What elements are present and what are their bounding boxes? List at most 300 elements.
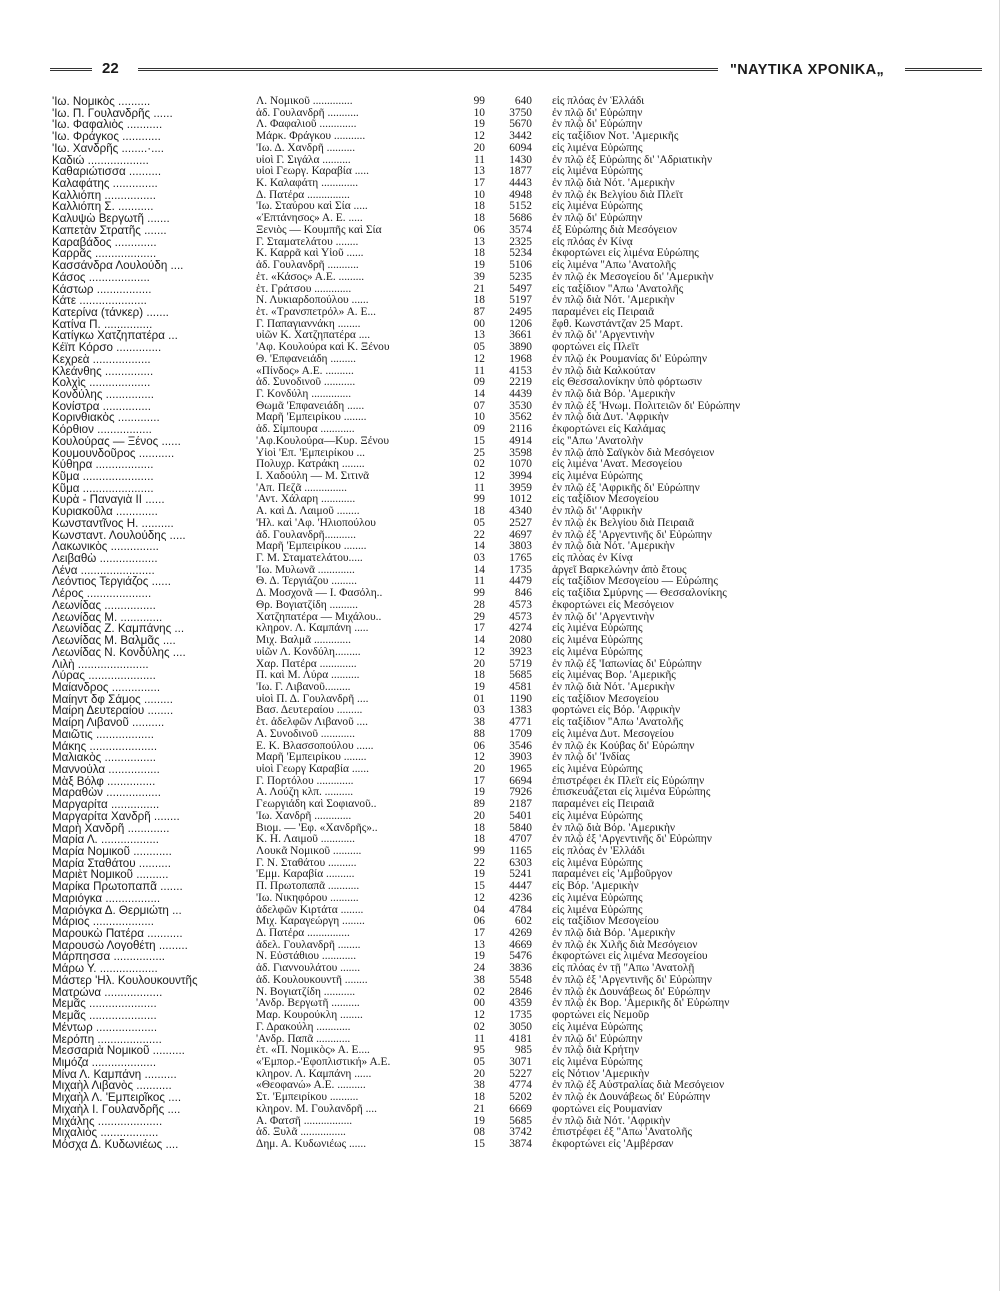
build-year: 99 bbox=[473, 846, 485, 857]
ship-status: εἰς λιμένα Εὐρώπης bbox=[552, 763, 643, 775]
ship-name: Μιχάλης .................... bbox=[52, 1115, 163, 1128]
build-year: 13 bbox=[473, 166, 485, 178]
ship-owner: υἱῶν Κ. Χατζηπατέρα .... bbox=[256, 330, 371, 342]
tonnage: 4573 bbox=[509, 611, 532, 623]
build-year: 19 bbox=[473, 119, 485, 131]
ship-status: παραμένει εἰς Πειραιᾶ bbox=[552, 799, 655, 811]
ship-name: Καλλιόπη Σ. ........... bbox=[52, 201, 154, 214]
ship-status: εἰς λιμένα Εὐρώπης bbox=[552, 635, 643, 647]
table-row bbox=[52, 330, 972, 342]
tonnage: 3890 bbox=[509, 342, 532, 354]
ship-owner: Γ. Πορτόλου ............. bbox=[256, 775, 354, 787]
table-row bbox=[52, 1116, 972, 1128]
ship-owner: υἱοὶ Π. Δ. Γουλανδρῆ .... bbox=[256, 693, 369, 705]
build-year: 06 bbox=[473, 740, 485, 752]
ship-owner: 'Ιω. Δ. Χανδρῆ .......... bbox=[256, 142, 356, 154]
ship-status: ἐν πλῷ δι' Εὐρώπην bbox=[552, 213, 643, 225]
table-row bbox=[52, 284, 972, 296]
tonnage: 2187 bbox=[509, 799, 532, 811]
build-year: 06 bbox=[473, 224, 485, 236]
ship-name: Κορινθιακὸς ............. bbox=[52, 412, 160, 425]
tonnage: 3750 bbox=[509, 107, 532, 119]
table-row bbox=[52, 858, 972, 870]
table-row bbox=[52, 119, 972, 131]
table-row bbox=[52, 448, 972, 460]
ship-name: 'Ιω. Χανδρῆς ........·.... bbox=[52, 142, 164, 155]
build-year: 22 bbox=[473, 529, 485, 541]
build-year: 10 bbox=[473, 412, 485, 424]
table-row bbox=[52, 342, 972, 354]
build-year: 87 bbox=[473, 306, 485, 318]
ship-status: εἰς λιμένας Βορ. 'Αμερικῆς bbox=[552, 670, 676, 682]
table-row bbox=[52, 248, 972, 260]
header-rule-right bbox=[905, 68, 982, 71]
tonnage: 3994 bbox=[509, 471, 532, 482]
ship-name: Μόσχα Δ. Κυδωνιέως .... bbox=[52, 1138, 179, 1151]
table-row bbox=[52, 260, 972, 272]
ship-owner: υἱῶν Λ. Κονδύλη......... bbox=[256, 646, 361, 658]
table-row bbox=[52, 1080, 972, 1092]
build-year: 18 bbox=[473, 822, 485, 834]
build-year: 38 bbox=[473, 974, 485, 986]
ship-register-table bbox=[52, 96, 972, 1151]
tonnage: 4340 bbox=[509, 506, 532, 518]
tonnage: 4771 bbox=[509, 717, 532, 729]
ship-name: Κονδύλης ............... bbox=[52, 388, 155, 401]
table-row bbox=[52, 588, 972, 600]
ship-owner: Ν. Βογιατζίδη ........... bbox=[256, 986, 356, 998]
table-row bbox=[52, 1057, 972, 1069]
ship-status: εἰς ταξίδιον Νοτ. 'Αμερικῆς bbox=[552, 131, 679, 143]
ship-status: ἐν πλῷ ἐξ Αὐστραλίας διὰ Μεσόγειον bbox=[552, 1080, 725, 1092]
ship-name: Κυρὰ - Παναγιὰ ΙΙ ...... bbox=[52, 494, 165, 507]
build-year: 18 bbox=[473, 670, 485, 682]
ship-status: ἐν πλῷ ἐξ 'Αργεντινῆς δι' Εὐρώπην bbox=[552, 529, 712, 541]
build-year: 05 bbox=[473, 342, 485, 354]
ship-owner: Στ. 'Εμπειρίκου .......... bbox=[256, 1092, 359, 1104]
ship-status: εἰς Θεσσαλονίκην ὑπὸ φόρτωσιν bbox=[552, 377, 702, 389]
build-year: 15 bbox=[473, 881, 485, 893]
tonnage: 2846 bbox=[509, 986, 532, 998]
table-row bbox=[52, 530, 972, 542]
ship-name: Κατερίνα (τάνκερ) ....... bbox=[52, 306, 169, 319]
ship-name: Μαίηντ δφ Σάμος ......... bbox=[52, 693, 173, 706]
tonnage: 1709 bbox=[509, 728, 532, 740]
tonnage: 1968 bbox=[509, 353, 532, 365]
ship-status: εἰς λιμένα Εὐρώπης bbox=[552, 471, 643, 482]
ship-owner: ἀδ. Συνοδινοῦ ........... bbox=[256, 377, 356, 389]
ship-name: Λύρας ..................... bbox=[52, 670, 156, 682]
ship-owner: Βασ. Δευτεραίου ......... bbox=[256, 705, 363, 717]
tonnage: 5719 bbox=[509, 658, 532, 670]
ship-status: ἐν πλῷ δι' Εὐρώπην bbox=[552, 1033, 643, 1045]
ship-owner: 'Ηλ. καὶ 'Αφ. 'Ηλιοπούλου bbox=[256, 517, 376, 529]
build-year: 19 bbox=[473, 260, 485, 272]
ship-status: ἐν πλῷ ἐκ Βορ. 'Αμερικῆς δι' Εὐρώπην bbox=[552, 998, 730, 1010]
ship-status: ἐν πλῷ ἐξ 'Αφρικῆς δι' Εὐρώπην bbox=[552, 482, 700, 494]
ship-owner: ἀδ. Γουλανδρῆ........... bbox=[256, 529, 356, 541]
table-row bbox=[52, 951, 972, 963]
ship-name: Μαρὴ Χανδρῆ ............. bbox=[52, 822, 170, 835]
ship-owner: Θ. 'Επφανειάδη ......... bbox=[256, 353, 356, 365]
build-year: 18 bbox=[473, 834, 485, 846]
ship-owner: Χαρ. Πατέρα ............. bbox=[256, 658, 357, 670]
ship-owner: Α. Φατσῆ ................. bbox=[256, 1115, 353, 1127]
tonnage: 1877 bbox=[509, 166, 532, 178]
build-year: 39 bbox=[473, 271, 485, 283]
ship-name: Μεσσαριὰ Νομικοῦ .......... bbox=[52, 1045, 185, 1057]
ship-name: Κλεάνθης ............... bbox=[52, 365, 154, 378]
ship-owner: Γ. Δρακούλη ............ bbox=[256, 1021, 351, 1033]
ship-name: Κάτε ..................... bbox=[52, 295, 147, 307]
ship-status: εἰς ταξίδιον Μεσογείου — Εὐρώπης bbox=[552, 576, 718, 588]
table-row bbox=[52, 213, 972, 225]
tonnage: 3959 bbox=[509, 482, 532, 494]
ship-name: 'Ιω. Νομικὸς .......... bbox=[52, 96, 151, 108]
ship-owner: Κ. Καρρᾶ καὶ Υἱοῦ ...... bbox=[256, 248, 364, 260]
build-year: 04 bbox=[473, 904, 485, 916]
table-row bbox=[52, 1104, 972, 1116]
ship-owner: 'Ιω. Χανδρῆ ............. bbox=[256, 810, 352, 822]
ship-status: εἰς λιμένα Εὐρώπης bbox=[552, 904, 643, 916]
table-row bbox=[52, 623, 972, 635]
table-row bbox=[52, 565, 972, 577]
ship-status: εἰς λιμένα Εὐρώπης bbox=[552, 142, 643, 154]
tonnage: 3562 bbox=[509, 412, 532, 424]
table-row bbox=[52, 776, 972, 788]
tonnage: 4443 bbox=[509, 178, 532, 190]
ship-owner: ἀδ. Γουλανδρῆ ........... bbox=[256, 107, 359, 119]
ship-owner: Γεωργιάδη καὶ Σοφιανοῦ.. bbox=[256, 799, 377, 811]
ship-status: ἐν πλῷ διὰ Δυτ. 'Αφρικὴν bbox=[552, 412, 669, 424]
ship-status: ἐν πλῷ ἐκ Βελγίου διὰ Πειραιᾶ bbox=[552, 517, 694, 529]
table-row bbox=[52, 659, 972, 671]
tonnage: 4707 bbox=[509, 834, 532, 846]
table-row bbox=[52, 729, 972, 741]
tonnage: 6303 bbox=[509, 857, 532, 869]
ship-status: εἰς λιμένα Εὐρώπης bbox=[552, 810, 643, 822]
tonnage: 4274 bbox=[509, 623, 532, 635]
tonnage: 4914 bbox=[509, 435, 532, 447]
table-row bbox=[52, 682, 972, 694]
ship-status: φορτώνει εἰς Πλεῒτ bbox=[552, 342, 640, 354]
ship-status: ἐν πλῷ ἐξ 'Ηνωμ. Πολιτειῶν δι' Εὐρώπην bbox=[552, 400, 741, 412]
ship-name: Λεωνίδας Μ. Βαλμᾶς .... bbox=[52, 635, 176, 647]
build-year: 99 bbox=[473, 96, 485, 107]
ship-name: Λακωνικὸς ............... bbox=[52, 541, 159, 554]
ship-name: Καλαφάτης .............. bbox=[52, 178, 158, 190]
table-row bbox=[52, 635, 972, 647]
build-year: 10 bbox=[473, 189, 485, 201]
table-row bbox=[52, 928, 972, 940]
tonnage: 4784 bbox=[509, 904, 532, 916]
ship-owner: «Θεοφανώ» Α.Ε. .......... bbox=[256, 1080, 366, 1092]
ship-owner: 'Ιω. Σταύρου καὶ Σία ..... bbox=[256, 201, 368, 213]
build-year: 99 bbox=[473, 588, 485, 600]
ship-owner: κληρον. Μ. Γουλανδρῆ .... bbox=[256, 1103, 377, 1115]
tonnage: 1430 bbox=[509, 154, 532, 166]
ship-owner: Μιχ. Βαλμᾶ ............. bbox=[256, 635, 351, 647]
table-row bbox=[52, 799, 972, 811]
ship-status: ἐν πλῷ ἀπὸ Σαϊγκὸν διὰ Μεσόγειον bbox=[552, 447, 715, 459]
build-year: 21 bbox=[473, 1103, 485, 1115]
ship-name: Μαίρη Δευτεραίου ........ bbox=[52, 705, 174, 718]
ship-owner: «Ἐπτάνησος» Α. Ε. ..... bbox=[256, 213, 363, 225]
build-year: 01 bbox=[473, 693, 485, 705]
table-row bbox=[52, 506, 972, 518]
build-year: 12 bbox=[473, 646, 485, 658]
build-year: 95 bbox=[473, 1045, 485, 1057]
table-row bbox=[52, 1034, 972, 1046]
ship-owner: Λ. Φαφαλιοῦ ............. bbox=[256, 119, 357, 131]
ship-status: εἰς λιμένα 'Ανατ. Μεσογείου bbox=[552, 459, 683, 471]
ship-status: εἰς πλόας ἐν 'Ελλάδι bbox=[552, 846, 645, 857]
ship-name: 'Ιω. Π. Γουλανδρῆς ...... bbox=[52, 107, 173, 120]
build-year: 17 bbox=[473, 623, 485, 635]
ship-name: Κατίνα Π. ............... bbox=[52, 318, 153, 331]
build-year: 11 bbox=[474, 576, 485, 588]
ship-status: ἐκφορτώνει εἰς λιμένα Εὐρώπης bbox=[552, 248, 699, 260]
tonnage: 3050 bbox=[509, 1021, 532, 1033]
build-year: 18 bbox=[473, 248, 485, 260]
ship-owner: ἀδ. Ξυλᾶ ................ bbox=[256, 1127, 346, 1139]
ship-name: Μαραθὼν ................. bbox=[52, 787, 161, 800]
ship-status: ἐν πλῷ διὰ Νότ. 'Αφρικὴν bbox=[552, 1115, 671, 1127]
table-row bbox=[52, 916, 972, 928]
ship-name: Καπετὰν Στρατῆς ....... bbox=[52, 224, 167, 237]
table-row bbox=[52, 225, 972, 237]
tonnage: 3923 bbox=[509, 646, 532, 658]
build-year: 13 bbox=[473, 236, 485, 248]
tonnage: 2325 bbox=[509, 236, 532, 248]
build-year: 38 bbox=[473, 717, 485, 729]
ship-owner: ἀδ. Γουλανδρῆ ........... bbox=[256, 260, 359, 272]
table-row bbox=[52, 483, 972, 495]
ship-owner: Γ. Παπαγιαννάκη ........ bbox=[256, 318, 361, 330]
table-row bbox=[52, 834, 972, 846]
table-row bbox=[52, 694, 972, 706]
table-row bbox=[52, 670, 972, 682]
tonnage: 602 bbox=[514, 916, 532, 928]
tonnage: 5497 bbox=[509, 283, 532, 295]
table-row bbox=[52, 366, 972, 378]
ship-owner: Βιομ. — 'Εφ. «Χανδρῆς».. bbox=[256, 822, 378, 834]
tonnage: 3598 bbox=[509, 447, 532, 459]
ship-status: ἐν πλῷ διὰ Νότ. 'Αμερικὴν bbox=[552, 178, 675, 190]
ship-name: Λέρος .................... bbox=[52, 588, 152, 600]
ship-name: Μάκης ..................... bbox=[52, 740, 158, 753]
ship-status: ἐν πλῷ διὰ Κρήτην bbox=[552, 1045, 640, 1057]
table-row bbox=[52, 846, 972, 858]
ship-name: Μαργαρίτα Χανδρῆ ........ bbox=[52, 810, 180, 823]
table-row bbox=[52, 237, 972, 249]
ship-name: Καθαριώτισσα .......... bbox=[52, 166, 162, 179]
table-row bbox=[52, 752, 972, 764]
tonnage: 1765 bbox=[509, 553, 532, 565]
ship-name: 'Ιω. Φράγκος ............ bbox=[52, 131, 161, 143]
tonnage: 6094 bbox=[509, 142, 532, 154]
tonnage: 1383 bbox=[509, 705, 532, 717]
ship-name: Μαρίκα Πρωτοπαπᾶ ....... bbox=[52, 881, 183, 893]
ship-owner: Μαρῆ 'Εμπειρίκου ........ bbox=[256, 412, 367, 424]
ship-name: Μάρπησσα ................ bbox=[52, 951, 166, 964]
ship-status: εἰς Βόρ. 'Αμερικὴν bbox=[552, 881, 639, 893]
ship-name: Κασσάνδρα Λουλούδη .... bbox=[52, 260, 184, 272]
tonnage: 3546 bbox=[509, 740, 532, 752]
ship-name: Λιλὴ ...................... bbox=[52, 658, 149, 671]
ship-name: Λεωνίδας Ν. Κονδύλης .... bbox=[52, 646, 186, 659]
ship-owner: 'Απ. Πεζᾶ ............... bbox=[256, 482, 347, 494]
build-year: 03 bbox=[473, 705, 485, 717]
ship-status: φορτώνει εἰς Νεμοῦρ bbox=[552, 1010, 650, 1022]
tonnage: 2495 bbox=[509, 306, 532, 318]
ship-name: Μεμᾶς ..................... bbox=[52, 998, 157, 1011]
ship-owner: Θ. Δ. Τεργιάζου ......... bbox=[256, 576, 357, 588]
build-year: 18 bbox=[473, 213, 485, 225]
ship-name: Λεωνίδας ................ bbox=[52, 599, 156, 612]
tonnage: 5152 bbox=[509, 201, 532, 213]
ship-status: ἐπιστρέφει ἐκ Πλεῒτ εἰς Εὐρώπην bbox=[552, 775, 705, 787]
table-row bbox=[52, 412, 972, 424]
ship-owner: Ν. Λυκιαρδοπούλου ...... bbox=[256, 295, 369, 307]
tonnage: 5686 bbox=[509, 213, 532, 225]
ship-status: ἐπισκευάζεται εἰς λιμένα Εὐρώπης bbox=[552, 787, 711, 799]
ship-status: φορτώνει εἰς Βόρ. 'Αφρικὴν bbox=[552, 705, 681, 717]
ship-name: Μαρουσὼ Λογοθέτη ......... bbox=[52, 939, 188, 952]
build-year: 11 bbox=[474, 365, 485, 377]
table-row bbox=[52, 1139, 972, 1151]
tonnage: 4948 bbox=[509, 189, 532, 201]
ship-name: Μαρία Σταθάτου .......... bbox=[52, 857, 171, 870]
table-row bbox=[52, 401, 972, 413]
tonnage: 3836 bbox=[509, 963, 532, 975]
ship-status: ἐν πλῷ ἐκ Βελγίου διὰ Πλεῒτ bbox=[552, 189, 684, 201]
build-year: 28 bbox=[473, 599, 485, 611]
tonnage: 1070 bbox=[509, 459, 532, 471]
ship-owner: υἱοὶ Γεωργ Καραβία ...... bbox=[256, 763, 369, 775]
ship-status: ἐκφορτώνει εἰς 'Αμβέρσαν bbox=[552, 1138, 674, 1150]
build-year: 20 bbox=[473, 763, 485, 775]
tonnage: 846 bbox=[514, 588, 532, 600]
ship-name: Λεωνίδας Ζ. Καμπάνης ... bbox=[52, 623, 185, 636]
table-row bbox=[52, 143, 972, 155]
build-year: 12 bbox=[473, 1010, 485, 1022]
ship-name: Κῦμα ...................... bbox=[52, 482, 154, 495]
ship-status: εἰς λιμένα Εὐρώπης bbox=[552, 1021, 643, 1033]
ship-owner: Α. Λούζη κλπ. .......... bbox=[256, 787, 354, 799]
ship-owner: Μάρκ. Φράγκου ........... bbox=[256, 131, 366, 143]
build-year: 12 bbox=[473, 353, 485, 365]
ship-name: Λένα ....................... bbox=[52, 564, 155, 577]
tonnage: 3903 bbox=[509, 752, 532, 764]
ship-name: Μάρω Υ. .................. bbox=[52, 963, 158, 975]
tonnage: 5197 bbox=[509, 295, 532, 307]
build-year: 10 bbox=[473, 107, 485, 119]
ship-name: Καδιώ ................... bbox=[52, 154, 149, 167]
ship-owner: Α. καὶ Δ. Λαιμοῦ ........ bbox=[256, 506, 360, 518]
build-year: 11 bbox=[474, 154, 485, 166]
table-row bbox=[52, 377, 972, 389]
ship-owner: Γ. Μ. Σταματελάτου..... bbox=[256, 553, 363, 565]
ship-owner: Ξενιὸς — Κουμπῆς καὶ Σία bbox=[256, 224, 382, 236]
ship-name: Κάστωρ ................. bbox=[52, 283, 152, 296]
ship-status: ἐκφορτώνει εἰς λιμένα Μεσογείου bbox=[552, 951, 708, 963]
build-year: 20 bbox=[473, 142, 485, 154]
tonnage: 5401 bbox=[509, 810, 532, 822]
build-year: 18 bbox=[473, 506, 485, 518]
table-row bbox=[52, 155, 972, 167]
ship-owner: ἀδ. Σίμπουρα ............ bbox=[256, 424, 355, 436]
ship-status: ἐν πλῷ διὰ Καλκούταν bbox=[552, 365, 656, 377]
ship-owner: Ν. Εὐστάθιου ............ bbox=[256, 951, 357, 963]
ship-status: ἐν πλῷ ἐξ 'Αργεντινῆς δι' Εὐρώπην bbox=[552, 834, 712, 846]
tonnage: 1735 bbox=[509, 1010, 532, 1022]
build-year: 19 bbox=[473, 787, 485, 799]
ship-owner: Μαρῆ 'Εμπειρίκου ........ bbox=[256, 541, 367, 553]
build-year: 12 bbox=[473, 471, 485, 482]
table-row bbox=[52, 307, 972, 319]
build-year: 13 bbox=[473, 330, 485, 342]
build-year: 19 bbox=[473, 951, 485, 963]
ship-owner: Γ. Ν. Σταθάτου .......... bbox=[256, 857, 357, 869]
tonnage: 1735 bbox=[509, 564, 532, 576]
build-year: 11 bbox=[474, 1033, 485, 1045]
tonnage: 2116 bbox=[509, 424, 532, 436]
tonnage: 4669 bbox=[509, 939, 532, 951]
table-row bbox=[52, 295, 972, 307]
ship-owner: Λουκᾶ Νομικοῦ .......... bbox=[256, 846, 362, 857]
build-year: 25 bbox=[473, 447, 485, 459]
ship-owner: «'Εμπορ.-'Εφοπλιστική» Α.Ε. bbox=[256, 1056, 391, 1068]
tonnage: 4447 bbox=[509, 881, 532, 893]
ship-owner: Μαρῆ 'Εμπειρίκου ........ bbox=[256, 752, 367, 764]
tonnage: 640 bbox=[514, 96, 532, 107]
table-row bbox=[52, 436, 972, 448]
ship-status: ἐν πλῷ ἐκ Δουνάβεως δι' Εὐρώπην bbox=[552, 1092, 711, 1104]
ship-status: ἐν πλῷ ἐξ 'Αργεντινῆς δι' Εὐρώπην bbox=[552, 974, 712, 986]
build-year: 17 bbox=[473, 178, 485, 190]
ship-name: Μιχαὴλ Λιβανὸς ........... bbox=[52, 1080, 172, 1093]
ship-owner: κληρον. Λ. Καμπάνη ..... bbox=[256, 623, 369, 635]
ship-owner: ἀδελ. Γουλανδρῆ ........ bbox=[256, 939, 361, 951]
ship-status: ἐν πλῷ διὰ Βόρ. 'Αμερικὴν bbox=[552, 928, 676, 940]
tonnage: 3661 bbox=[509, 330, 532, 342]
tonnage: 3530 bbox=[509, 400, 532, 412]
tonnage: 4236 bbox=[509, 892, 532, 904]
ship-status: εἰς ταξίδιον Μεσογείου bbox=[552, 693, 659, 705]
ship-owner: Πολυχρ. Κατράκη ........ bbox=[256, 459, 365, 471]
tonnage: 6694 bbox=[509, 775, 532, 787]
build-year: 20 bbox=[473, 810, 485, 822]
ship-name: Μαργαρίτα ............... bbox=[52, 799, 160, 811]
ship-name: Μαρία Νομικοῦ ............ bbox=[52, 846, 172, 858]
tonnage: 6669 bbox=[509, 1103, 532, 1115]
ship-owner: «Πίνδος» Α.Ε. .......... bbox=[256, 365, 354, 377]
tonnage: 2219 bbox=[509, 377, 532, 389]
build-year: 15 bbox=[473, 1138, 485, 1150]
build-year: 89 bbox=[473, 799, 485, 811]
build-year: 00 bbox=[473, 318, 485, 330]
tonnage: 4573 bbox=[509, 599, 532, 611]
table-row bbox=[52, 975, 972, 987]
ship-status: ἐν πλῷ διὰ Νότ. 'Αμερικὴν bbox=[552, 681, 675, 693]
ship-status: παραμένει εἰς 'Αμβοῦργον bbox=[552, 869, 673, 881]
tonnage: 4697 bbox=[509, 529, 532, 541]
ship-owner: Κ. Καλαφάτη ............. bbox=[256, 178, 359, 190]
ship-status: ἐπιστρέφει ἐξ ''Απω 'Ανατολῆς bbox=[552, 1127, 693, 1139]
table-row bbox=[52, 553, 972, 565]
tonnage: 3071 bbox=[509, 1056, 532, 1068]
